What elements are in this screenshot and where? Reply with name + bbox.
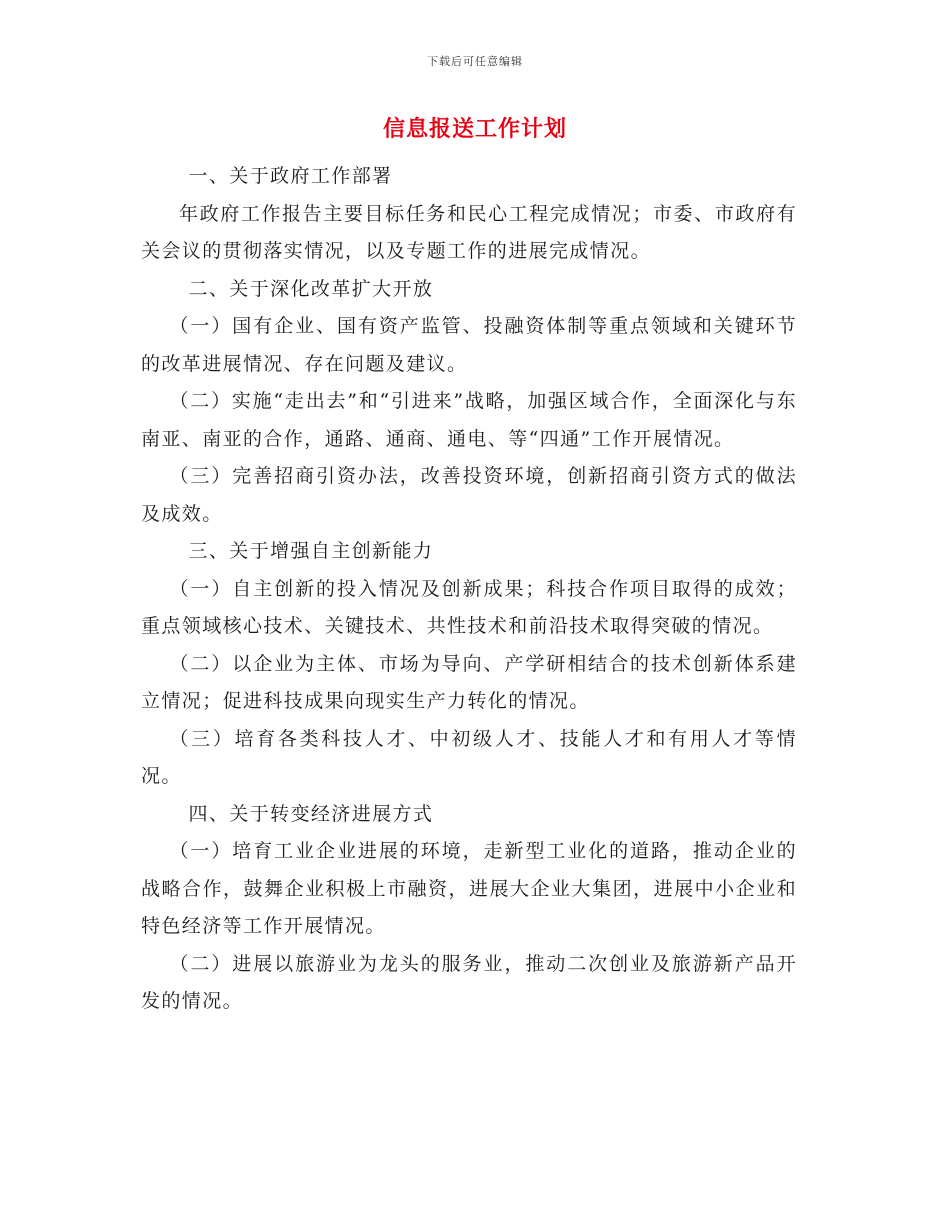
paragraph-3-1: （一）自主创新的投入情况及创新成果；科技合作项目取得的成效；重点领域核心技术、关键技术、共性技术和前沿技术取得突破的情况。: [141, 577, 797, 637]
paragraph-3-2: （二）以企业为主体、市场为导向、产学研相结合的技术创新体系建立情况；促进科技成果向现实生产力转化的情况。: [141, 652, 797, 712]
paragraph-2-1: （一）国有企业、国有资产监管、投融资体制等重点领域和关键环节的改革进展情况、存在问题及建议。: [141, 315, 797, 375]
section-heading-3: 三、关于增强自主创新能力: [188, 540, 434, 562]
paragraph-4-1: （一）培育工业企业进展的环境，走新型工业化的道路，推动企业的战略合作，鼓舞企业积极上市融资，进展大企业大集团，进展中小企业和特色经济等工作开展情况。: [141, 840, 797, 937]
paragraph-2-3: （三）完善招商引资办法，改善投资环境，创新招商引资方式的做法及成效。: [141, 465, 797, 525]
document-body: [141, 158, 797, 1021]
paragraph-3-3: （三）培育各类科技人才、中初级人才、技能人才和有用人才等情况。: [141, 727, 797, 787]
document-title: 信息报送工作计划: [382, 117, 567, 142]
paragraph-1: 年政府工作报告主要目标任务和民心工程完成情况；市委、市政府有关会议的贯彻落实情况，以及专题工作的进展完成情况。: [141, 202, 797, 262]
section-heading-2: 二、关于深化改革扩大开放: [188, 277, 434, 300]
paragraph-4-2: （二）进展以旅游业为龙头的服务业，推动二次创业及旅游新产品开发的情况。: [141, 952, 797, 1012]
paragraph-2-2: （二）实施“走出去”和“引进来”战略，加强区域合作，全面深化与东南亚、南亚的合作，通路、通商、通电、等“四通”工作开展情况。: [141, 390, 797, 450]
section-heading-1: 一、关于政府工作部署: [188, 165, 393, 187]
header-note: 下载后可任意编辑: [427, 55, 523, 68]
section-heading-4: 四、关于转变经济进展方式: [188, 802, 434, 825]
